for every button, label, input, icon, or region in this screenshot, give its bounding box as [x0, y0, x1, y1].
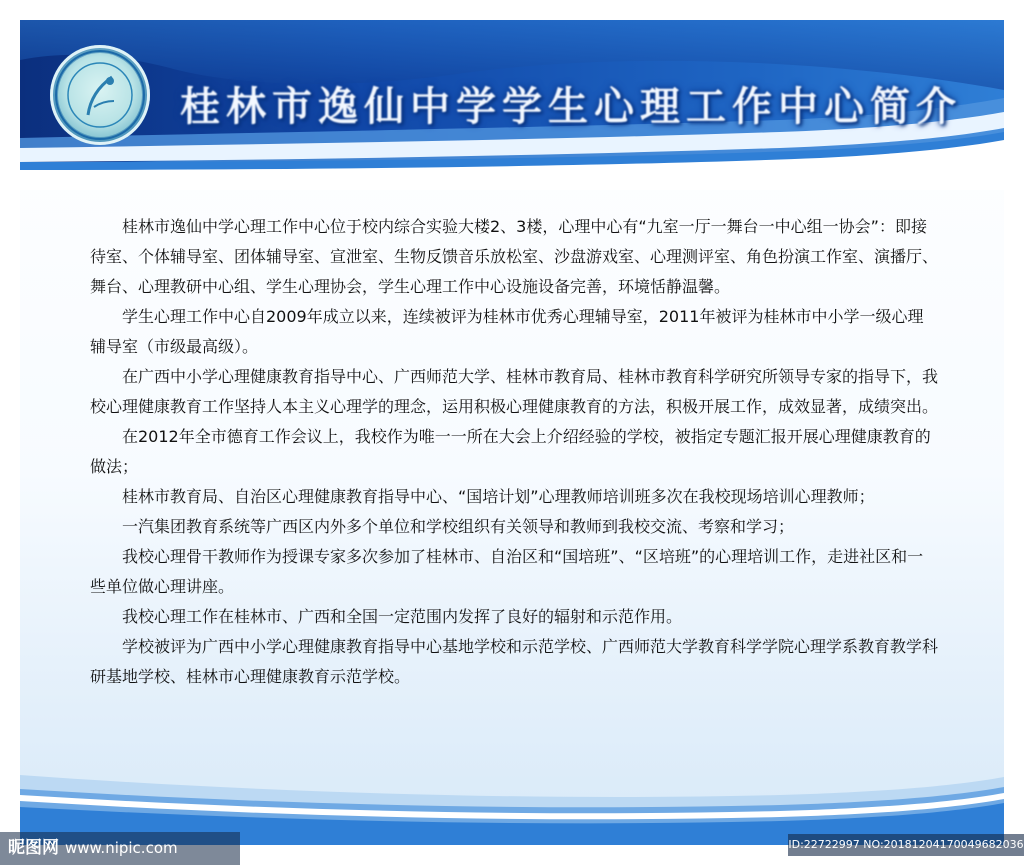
watermark-site: www.nipic.com	[65, 839, 178, 857]
paragraph-8: 我校心理工作在桂林市、广西和全国一定范围内发挥了良好的辐射和示范作用。	[122, 607, 683, 626]
paragraph-1: 桂林市逸仙中学心理工作中心位于校内综合实验大楼2、3楼，心理中心有“九室一厅一舞台一中心组一协会”：即接待室、个体辅导室、团体辅导室、宣泄室、生物反馈音乐放松室、沙盘游戏室、心理测评室、角色扮演工作室、演播厅、舞台、心理教研中心组、学生心理协会，学生心理工作中心设施设备完善，环境恬静温馨。	[90, 217, 939, 296]
intro-text-block	[90, 212, 938, 692]
paragraph-3: 在广西中小学心理健康教育指导中心、广西师范大学、桂林市教育局、桂林市教育科学研究所领导专家的指导下，我校心理健康教育工作坚持人本主义心理学的理念，运用积极心理健康教育的方法，积极开展工作，成效显著，成绩突出。	[90, 367, 939, 416]
poster-board	[20, 20, 1004, 845]
paragraph-4: 在2012年全市德育工作会议上，我校作为唯一一所在大会上介绍经验的学校，被指定专题汇报开展心理健康教育的做法；	[90, 427, 931, 476]
school-emblem-icon	[50, 45, 150, 145]
watermark-brand	[0, 832, 240, 865]
paragraph-6: 一汽集团教育系统等广西区内外多个单位和学校组织有关领导和教师到我校交流、考察和学习；	[122, 517, 795, 536]
watermark-id: ID:22722997 NO:20181204170049682036	[788, 834, 1024, 856]
paragraph-7: 我校心理骨干教师作为授课专家多次参加了桂林市、自治区和“国培班”、“区培班”的心理培训工作，走进社区和一些单位做心理讲座。	[90, 547, 924, 596]
paragraph-5: 桂林市教育局、自治区心理健康教育指导中心、“国培计划”心理教师培训班多次在我校现场培训心理教师；	[122, 487, 875, 506]
watermark-brand-name: 昵图网	[8, 838, 59, 858]
paragraph-2: 学生心理工作中心自2009年成立以来，连续被评为桂林市优秀心理辅导室，2011年被评为桂林市中小学一级心理辅导室（市级最高级）。	[90, 307, 924, 356]
paragraph-9: 学校被评为广西中小学心理健康教育指导中心基地学校和示范学校、广西师范大学教育科学学院心理学系教育教学科研基地学校、桂林市心理健康教育示范学校。	[90, 637, 939, 686]
page-title: 桂林市逸仙中学学生心理工作中心简介	[180, 83, 962, 130]
